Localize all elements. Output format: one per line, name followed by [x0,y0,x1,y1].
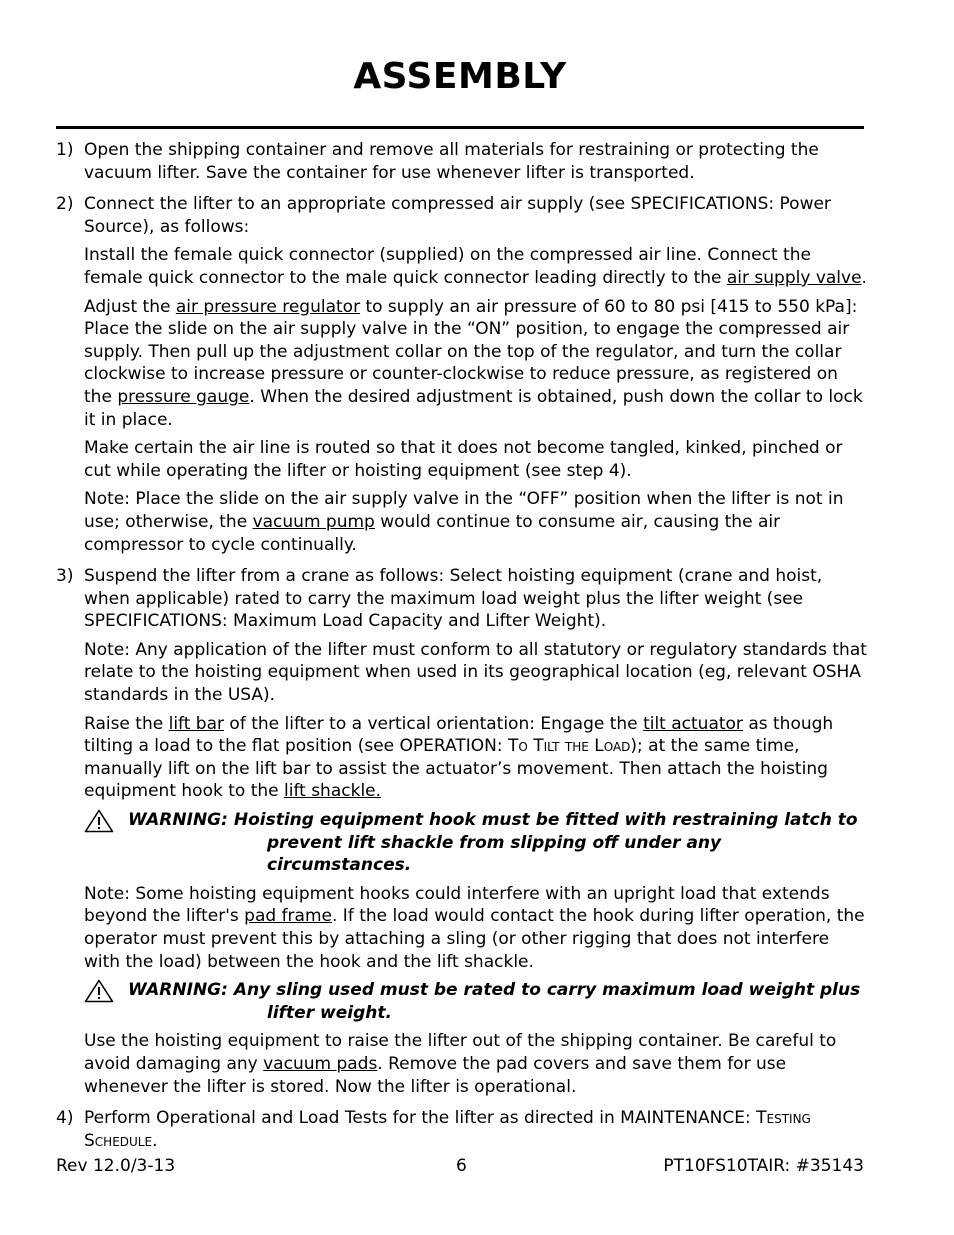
text-segment: . [861,267,867,288]
term-vacuum-pump: vacuum pump [252,511,375,532]
step-paragraph [84,1030,868,1098]
term-lift-bar: lift bar [168,713,225,734]
model-number: PT10FS10TAIR: #35143 [663,1156,864,1176]
term-pressure-gauge: pressure gauge [117,386,250,407]
step-4 [56,1107,868,1152]
text-segment: Raise the [84,713,169,734]
term-tilt-actuator: tilt actuator [643,713,743,734]
text-segment: would continue to consume air, causing the air compressor to cycle continually. [84,511,781,555]
cross-reference: To Tilt the Load [507,736,631,757]
warning-triangle-icon [84,809,114,833]
text-segment: of the lifter to a vertical orientation: Engage the [224,713,644,734]
step-paragraph: Make certain the air line is routed so that it does not become tangled, kinked, pinched or cut while operating the lifter or hoisting equipment (see step 4). [84,438,843,481]
page-number: 6 [456,1156,467,1176]
title-divider [56,126,864,129]
text-segment: Adjust the [84,296,176,317]
step-note [84,883,868,973]
term-pad-frame: pad frame [244,906,332,927]
step-number: 1) [56,140,74,160]
text-segment: Use the hoisting equipment to raise the lifter out of the shipping container. Be careful to avoid damaging any [84,1031,837,1074]
warning-block [84,809,868,877]
warning-text: lifter weight. [267,1002,392,1023]
text-segment: as though tilting a load to the flat position (see OPERATION: [84,713,834,757]
step-paragraph [84,713,868,803]
text-segment: . When the desired adjustment is obtained, push down the collar to lock it in place. [84,386,863,430]
warning-text: WARNING: Any sling used must be rated to carry maximum load weight plus [128,980,861,1001]
step-paragraph [84,296,868,432]
step-text: Open the shipping container and remove all materials for restraining or protecting the vacuum lifter. Save the container for use whenever lifter is transported. [84,140,819,183]
warning-text: prevent lift shackle from slipping off under any circumstances. [267,832,722,876]
warning-block [84,979,868,1024]
step-number: 4) [56,1108,74,1129]
step-2 [56,193,868,556]
page-title: ASSEMBLY [353,56,567,97]
warning-triangle-icon [84,979,114,1003]
cross-reference: Testing Schedule [84,1108,811,1151]
step-paragraph [84,244,868,289]
warning-text: WARNING: Hoisting equipment hook must be fitted with restraining latch to [128,810,858,831]
step-3 [56,565,868,1098]
assembly-steps [56,139,868,1161]
step-note [84,488,868,556]
term-air-pressure-regulator: air pressure regulator [175,296,361,317]
text-segment: . If the load would contact the hook during lifter operation, the operator must prevent this by attaching a sling (or other rigging that does not interfere with the load) between the hook and the lift shackle. [84,906,865,972]
step-intro: Connect the lifter to an appropriate compressed air supply (see SPECIFICATIONS: Power Source), as follows: [84,194,831,237]
text-segment: ); at the same time, manually lift on the lift bar to assist the actuator’s movement. Then attach the hoisting equipment hook to the [84,736,828,802]
text-segment: to supply an air pressure of 60 to 80 psi [415 to 550 kPa]: Place the slide on the air supply valve in the “ON” position, to engage the compressed air supply. Then pull up the adjustment collar on the top of the regulator, and turn the collar clockwise to increase pressure or counter-clockwise to reduce pressure, as registered on the [84,296,858,407]
text-segment: . [152,1130,158,1151]
revision-label: Rev 12.0/3-13 [56,1156,176,1176]
text-segment: Note: Place the slide on the air supply valve in the “OFF” position when the lifter is not in use; otherwise, the [84,489,844,532]
term-vacuum-pads: vacuum pads [263,1053,378,1074]
step-number: 2) [56,194,74,215]
text-segment: Install the female quick connector (supplied) on the compressed air line. Connect the female quick connector to the male quick connector leading directly to the [84,245,811,288]
step-note: Note: Any application of the lifter must conform to all statutory or regulatory standards that relate to the hoisting equipment when used in its geographical location (eg, relevant OSHA standards in the USA). [84,639,867,706]
step-intro: Suspend the lifter from a crane as follows: Select hoisting equipment (crane and hoist, when applicable) rated to carry the maximum load weight plus the lifter weight (see SPECIFICATIONS: Maximum Load Capacity and Lifter Weight). [84,566,823,632]
text-segment: Note: Some hoisting equipment hooks could interfere with an upright load that extends beyond the lifter's [84,883,830,927]
step-number: 3) [56,566,74,587]
step-1 [56,139,868,184]
term-air-supply-valve: air supply valve [726,267,862,288]
text-segment: . Remove the pad covers and save them for use whenever the lifter is stored. Now the lifter is operational. [84,1053,787,1097]
step-text [84,1107,868,1152]
text-segment: Perform Operational and Load Tests for the lifter as directed in MAINTENANCE: [84,1108,757,1129]
term-lift-shackle: lift shackle. [284,781,382,802]
